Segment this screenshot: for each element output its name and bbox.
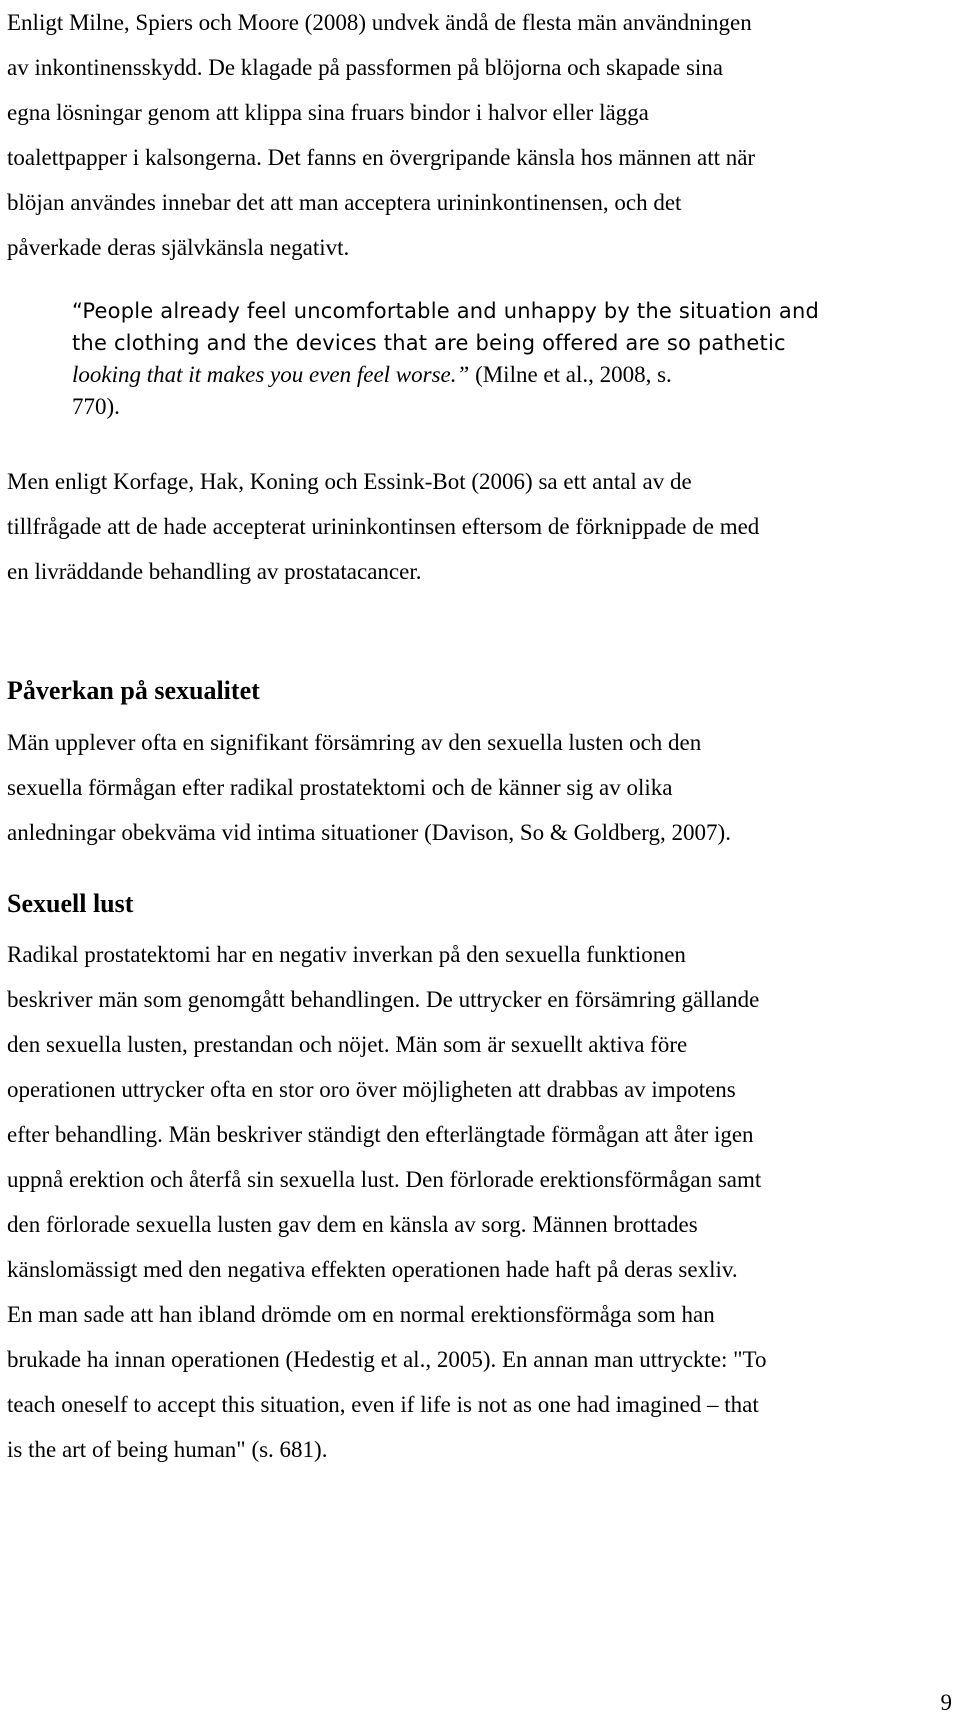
- sexuell-lust-paragraph: [7, 932, 957, 1472]
- quote-line: [72, 359, 892, 391]
- text-line: Men enligt Korfage, Hak, Koning och Essink-Bot (2006) sa ett antal av de: [7, 469, 692, 494]
- section-heading-sexualitet: Påverkan på sexualitet: [7, 676, 260, 705]
- block-quote: [72, 296, 892, 422]
- text-line: sexuella förmågan efter radikal prostatektomi och de känner sig av olika: [7, 775, 673, 800]
- quote-line: “People already feel uncomfortable and unhappy by the situation and: [72, 299, 820, 323]
- text-line: Män upplever ofta en signifikant försämring av den sexuella lusten och den: [7, 730, 702, 755]
- quote-line: 770).: [72, 393, 120, 419]
- text-line: tillfrågade att de hade accepterat urininkontinsen eftersom de förknippade de med: [7, 514, 760, 539]
- text-line: teach oneself to accept this situation, even if life is not as one had imagined – that: [7, 1392, 759, 1417]
- intro-paragraph: [7, 0, 957, 270]
- text-line: av inkontinensskydd. De klagade på passformen på blöjorna och skapade sina: [7, 55, 723, 80]
- text-line: den sexuella lusten, prestandan och nöjet. Män som är sexuellt aktiva före: [7, 1032, 688, 1057]
- quote-italic-text: looking that it makes you even feel worse.”: [72, 362, 470, 387]
- quote-citation: (Milne et al., 2008, s.: [469, 362, 672, 387]
- text-line: brukade ha innan operationen (Hedestig et al., 2005). En annan man uttryckte: "To: [7, 1347, 767, 1372]
- text-line: beskriver män som genomgått behandlingen. De uttrycker en försämring gällande: [7, 987, 760, 1012]
- text-line: egna lösningar genom att klippa sina fruars bindor i halvor eller lägga: [7, 100, 649, 125]
- text-line: toalettpapper i kalsongerna. Det fanns en övergripande känsla hos männen att när: [7, 145, 756, 170]
- page-number: 9: [940, 1690, 952, 1715]
- text-line: is the art of being human" (s. 681).: [7, 1437, 328, 1462]
- korfage-paragraph: [7, 459, 957, 594]
- text-line: blöjan användes innebar det att man acceptera urininkontinensen, och det: [7, 190, 682, 215]
- text-line: Enligt Milne, Spiers och Moore (2008) undvek ändå de flesta män användningen: [7, 10, 752, 35]
- sexualitet-paragraph: [7, 720, 957, 855]
- text-line: Radikal prostatektomi har en negativ inverkan på den sexuella funktionen: [7, 942, 686, 967]
- text-line: en livräddande behandling av prostatacancer.: [7, 559, 422, 584]
- text-line: En man sade att han ibland drömde om en normal erektionsförmåga som han: [7, 1302, 715, 1327]
- text-line: känslomässigt med den negativa effekten operationen hade haft på deras sexliv.: [7, 1257, 738, 1282]
- text-line: uppnå erektion och återfå sin sexuella lust. Den förlorade erektionsförmågan samt: [7, 1167, 762, 1192]
- text-line: efter behandling. Män beskriver ständigt den efterlängtade förmågan att åter igen: [7, 1122, 754, 1147]
- text-line: påverkade deras självkänsla negativt.: [7, 235, 350, 260]
- section-heading-sexuell-lust: Sexuell lust: [7, 889, 134, 918]
- text-line: operationen uttrycker ofta en stor oro över möjligheten att drabbas av impotens: [7, 1077, 736, 1102]
- quote-line: the clothing and the devices that are being offered are so pathetic: [72, 330, 786, 355]
- text-line: anledningar obekväma vid intima situationer (Davison, So & Goldberg, 2007).: [7, 820, 731, 845]
- text-line: den förlorade sexuella lusten gav dem en känsla av sorg. Männen brottades: [7, 1212, 698, 1237]
